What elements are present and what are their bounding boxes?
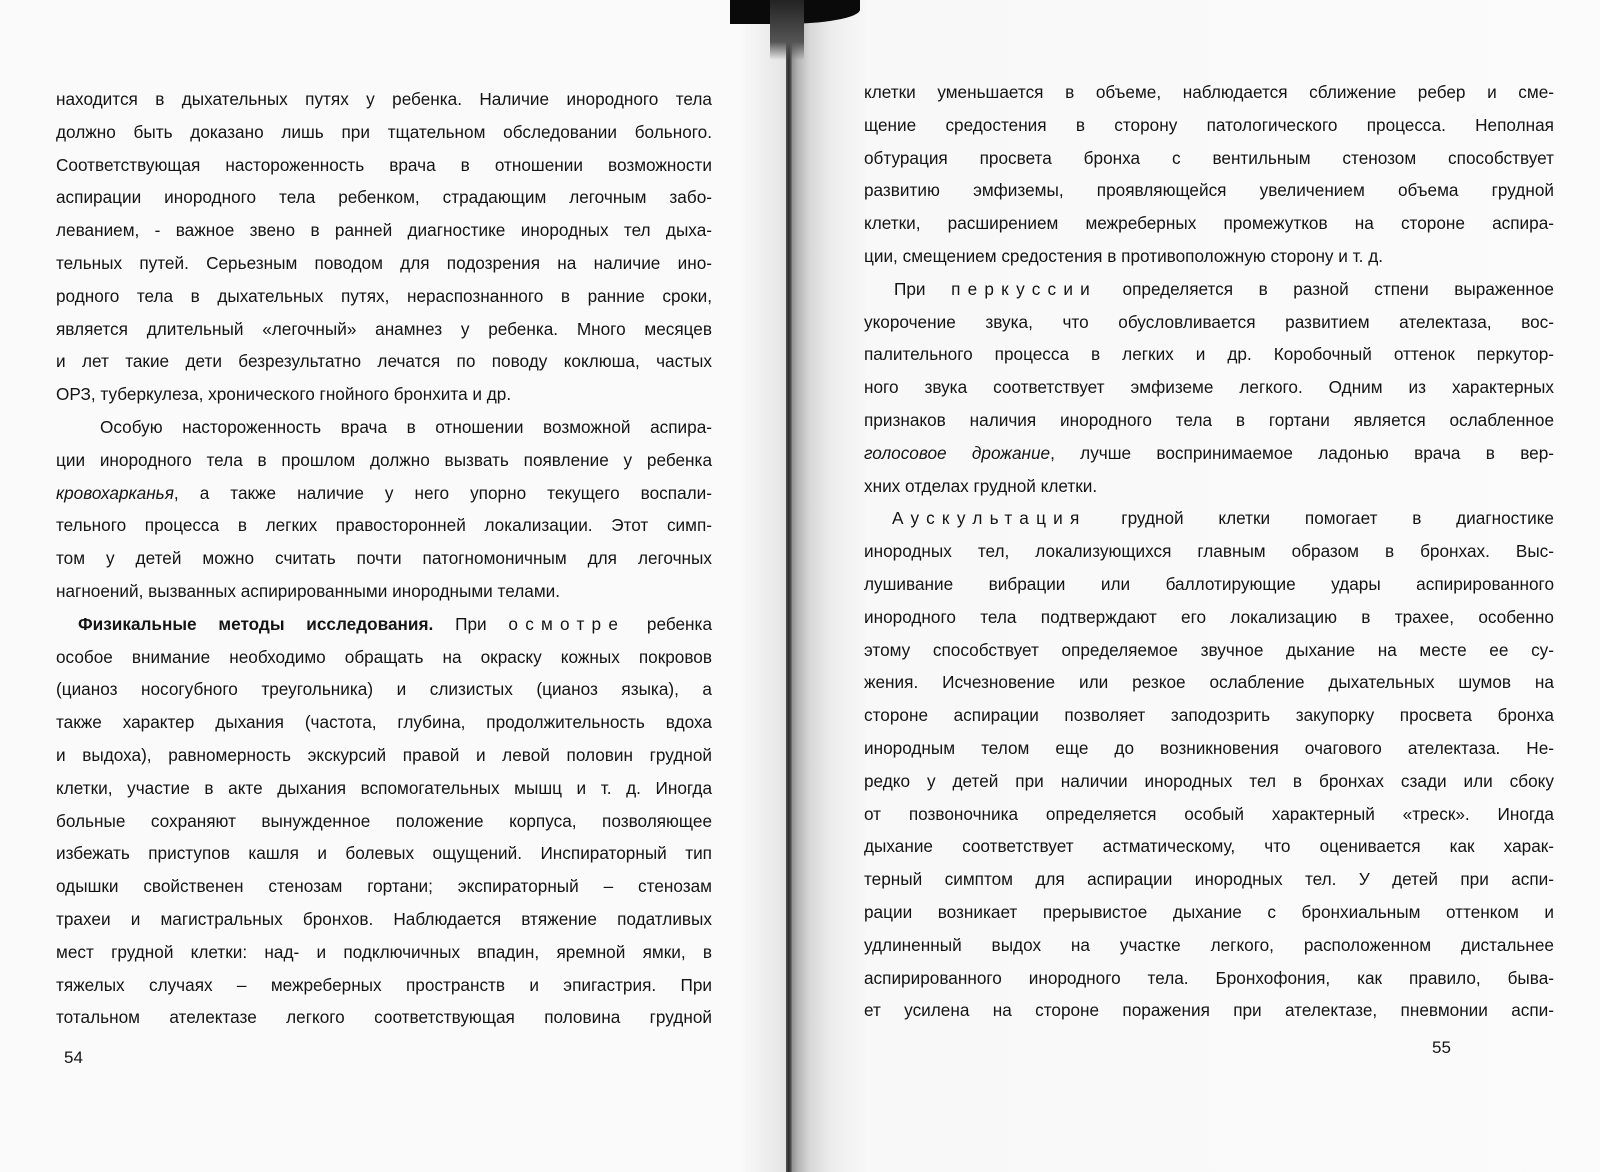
text-line: избежать приступов кашля и болевых ощущений. Инспираторный тип [56, 843, 712, 864]
section-heading: Физикальные методы исследования. [78, 613, 434, 634]
text-line: обтурация просвета бронха с вентильным стенозом способствует [864, 147, 1554, 168]
text-line: также характер дыхания (частота, глубина, продолжительность вдоха [56, 712, 712, 733]
text-line: является длительный «легочный» анамнез у ребенка. Много месяцев [56, 318, 712, 339]
right-page-text [864, 76, 1554, 1027]
left-page-text [56, 83, 712, 1034]
text-line: (цианоз носогубного треугольника) и слизистых (цианоз языка), а [56, 679, 712, 700]
text-line: от позвоночника определяется особый характерный «треск». Иногда [864, 803, 1554, 824]
text-line: том у детей можно считать почти патогномоничным для легочных [56, 548, 712, 569]
page-number-right: 55 [1432, 1038, 1451, 1057]
text-line: тельного процесса в легких правосторонней локализации. Этот симп- [56, 515, 712, 536]
line-rest: грудной клетки помогает в диагностике [1086, 508, 1554, 529]
text-line: мест грудной клетки: над- и подключичных впадин, яремной ямки, в [56, 941, 712, 962]
book-spine [786, 0, 792, 1172]
text-line-emphasis [864, 502, 1554, 535]
spaced-term: осмотре [508, 613, 626, 634]
italic-term: кровохарканья [56, 482, 174, 503]
text-line: щение средостения в сторону патологического процесса. Неполная [864, 114, 1554, 135]
line-pre: При [894, 278, 952, 299]
text-line-emphasis [56, 477, 712, 510]
text-line: больные сохраняют вынужденное положение корпуса, позволяющее [56, 810, 712, 831]
text-line: инородного тела подтверждают его локализацию в трахее, особенно [864, 606, 1554, 627]
text-line: развитию эмфиземы, проявляющейся увеличением объема грудной [864, 180, 1554, 201]
text-line: клетки, участие в акте дыхания вспомогательных мышц и т. д. Иногда [56, 777, 712, 798]
scan-dark-fold [770, 0, 804, 60]
text-line: терный симптом для аспирации инородных тел. У детей при аспи- [864, 869, 1554, 890]
text-line: ного звука соответствует эмфиземе легкого. Одним из характерных [864, 377, 1554, 398]
text-line: дыхание соответствует астматическому, что оценивается как харак- [864, 836, 1554, 857]
spaced-term: Аускультация [892, 508, 1087, 529]
line-pre: При [433, 613, 509, 634]
line-rest: ребенка [625, 613, 713, 634]
text-line: редко у детей при наличии инородных тел в бронхах сзади или сбоку [864, 770, 1554, 791]
text-line-emphasis [864, 273, 1554, 306]
line-rest: определяется в разной стпени выраженное [1097, 278, 1554, 299]
text-line: тотальном ателектазе легкого соответствующая половина грудной [56, 1007, 712, 1028]
text-line: ции, смещением средостения в противоположную сторону и т. д. [864, 245, 1383, 266]
text-line-emphasis [864, 437, 1554, 470]
page-number-left: 54 [64, 1048, 83, 1067]
text-line: аспирации инородного тела ребенком, страдающим легочным забо- [56, 187, 712, 208]
left-page [0, 0, 788, 1172]
text-line: этому способствует определяемое звучное дыхание на месте ее су- [864, 639, 1554, 660]
text-line: укорочение звука, что обусловливается развитием ателектаза, вос- [864, 311, 1554, 332]
text-line: клетки уменьшается в объеме, наблюдается сближение ребер и сме- [864, 82, 1554, 102]
text-line: и лет такие дети безрезультатно лечатся по поводу коклюша, частых [56, 351, 712, 372]
text-line: одышки свойственен стенозам гортани; экспираторный – стенозам [56, 876, 712, 897]
text-line: леванием, - важное звено в ранней диагностике инородных тел дыха- [56, 220, 712, 241]
text-line: ет усилена на стороне поражения при ателектазе, пневмонии аспи- [864, 1000, 1554, 1021]
text-line: ОРЗ, туберкулеза, хронического гнойного бронхита и др. [56, 384, 512, 405]
text-line: Соответствующая настороженность врача в отношении возможности [56, 154, 712, 175]
text-line: и выдоха), равномерность экскурсий правой и левой половин грудной [56, 744, 712, 765]
text-line: должно быть доказано лишь при тщательном обследовании больного. [56, 121, 712, 142]
text-line: инородных тел, локализующихся главным образом в бронхах. Выс- [864, 541, 1554, 562]
gutter-shadow [740, 0, 788, 1172]
text-line: Особую настороженность врача в отношении возможной аспира- [100, 416, 712, 437]
text-line: находится в дыхательных путях у ребенка. Наличие инородного тела [56, 89, 712, 109]
text-line: рации возникает прерывистое дыхание с бронхиальным оттенком и [864, 901, 1554, 922]
text-line: хних отделах грудной клетки. [864, 475, 1098, 496]
text-line: стороне аспирации позволяет заподозрить закупорку просвета бронха [864, 705, 1554, 726]
line-rest: , лучше воспринимаемое ладонью врача в вер- [1050, 442, 1554, 463]
text-line: трахеи и магистральных бронхов. Наблюдается втяжение податливых [56, 908, 712, 929]
right-page [788, 0, 1600, 1172]
text-line: удлиненный выдох на участке легкого, расположенном дистальнее [864, 934, 1554, 955]
text-line: палительного процесса в легких и др. Коробочный оттенок перкутор- [864, 344, 1554, 365]
text-line: особое внимание необходимо обращать на окраску кожных покровов [56, 646, 712, 667]
text-line: жения. Исчезновение или резкое ослабление дыхательных шумов на [864, 672, 1554, 693]
text-line: клетки, расширением межреберных промежутков на стороне аспира- [864, 213, 1554, 234]
text-line: нагноений, вызванных аспирированными инородными телами. [56, 580, 561, 601]
text-line: ции инородного тела в прошлом должно вызвать появление у ребенка [56, 449, 712, 470]
text-line: признаков наличия инородного тела в гортани является ослабленное [864, 409, 1554, 430]
text-line: родного тела в дыхательных путях, нераспознанного в ранние сроки, [56, 285, 712, 306]
text-line: тельных путей. Серьезным поводом для подозрения на наличие ино- [56, 252, 712, 273]
text-line: лушивание вибрации или баллотирующие удары аспирированного [864, 573, 1554, 594]
line-rest: , а также наличие у него упорно текущего воспали- [173, 482, 712, 503]
spaced-term: перкуссии [951, 278, 1098, 299]
section-heading-line [56, 608, 712, 641]
text-line: тяжелых случаях – межреберных пространств и эпигастрия. При [56, 974, 712, 995]
text-line: инородным телом еще до возникновения очагового ателектаза. Не- [864, 737, 1554, 758]
text-line: аспирированного инородного тела. Бронхофония, как правило, быва- [864, 967, 1554, 988]
italic-term: голосовое дрожание [864, 442, 1051, 463]
